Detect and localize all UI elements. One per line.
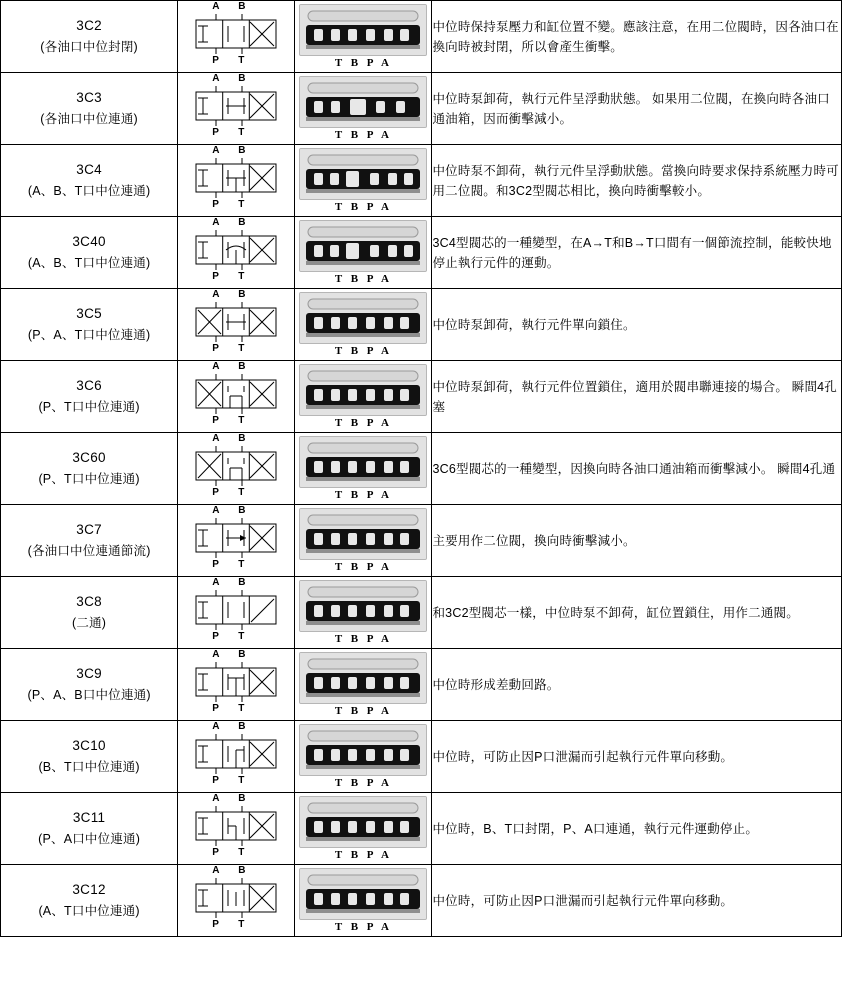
port-label-t: T (238, 919, 246, 930)
port-label-a: A (212, 73, 221, 84)
hydraulic-symbol (194, 1, 278, 67)
row-desc-cell (432, 1, 842, 73)
spool-code-note: (A、B、T口中位連通) (27, 184, 151, 198)
spool-code-note: (各油口中位封閉) (40, 40, 138, 54)
port-label-p: P (212, 415, 220, 426)
spool-description: 中位時泵卸荷，執行元件位置鎖住，適用於閥串聯連接的場合。 瞬間4孔塞 (432, 379, 838, 414)
symbol-graphic (194, 446, 278, 486)
table-row (1, 505, 842, 577)
row-symbol-cell (178, 217, 295, 289)
port-label-t: T (238, 487, 246, 498)
spool-photo (299, 148, 427, 200)
table-row (1, 1, 842, 73)
spool-code-note: (A、T口中位連通) (38, 904, 140, 918)
spool-code: 3C4 (76, 162, 102, 177)
row-spool-cell (295, 721, 432, 793)
row-symbol-cell (178, 577, 295, 649)
symbol-graphic (194, 230, 278, 270)
port-label-p: P (212, 703, 220, 714)
spool-description: 中位時泵卸荷，執行元件呈浮動狀態。 如果用二位閥，在換向時各油口通油箱，因而衝擊減小。 (432, 91, 830, 126)
spool-description: 中位時形成差動回路。 (432, 677, 560, 692)
row-symbol-cell (178, 865, 295, 937)
port-label-a: A (212, 865, 221, 876)
port-label-b: B (238, 577, 247, 588)
port-label-a: A (212, 289, 221, 300)
spool-code: 3C8 (76, 594, 102, 609)
symbol-bottom-labels (194, 919, 278, 931)
port-label-b: B (238, 433, 247, 444)
port-label-b: B (238, 505, 247, 516)
spool-description: 3C6型閥芯的一種變型，因換向時各油口通油箱而衝擊減小。 瞬間4孔通 (432, 461, 836, 476)
hydraulic-symbol (194, 793, 278, 859)
spool-code: 3C5 (76, 306, 102, 321)
hydraulic-symbol (194, 649, 278, 715)
port-label-p: P (212, 55, 220, 66)
spool-code-note: (P、A口中位連通) (38, 832, 141, 846)
symbol-bottom-labels (194, 559, 278, 571)
port-label-t: T (238, 55, 246, 66)
row-desc-cell (432, 721, 842, 793)
port-label-a: A (212, 505, 221, 516)
spool-code: 3C7 (76, 522, 102, 537)
table-row (1, 433, 842, 505)
port-label-b: B (238, 73, 247, 84)
spool-caption: T B P A (334, 57, 392, 69)
symbol-bottom-labels (194, 703, 278, 715)
row-code-cell (1, 1, 178, 73)
symbol-graphic (194, 590, 278, 630)
symbol-top-labels (194, 649, 278, 661)
row-symbol-cell (178, 145, 295, 217)
row-symbol-cell (178, 289, 295, 361)
symbol-bottom-labels (194, 127, 278, 139)
spool-photo (299, 364, 427, 416)
symbol-top-labels (194, 1, 278, 13)
spool-caption: T B P A (334, 345, 392, 357)
symbol-graphic (194, 374, 278, 414)
spool-code: 3C2 (76, 18, 102, 33)
symbol-top-labels (194, 361, 278, 373)
row-code-cell (1, 361, 178, 433)
row-spool-cell (295, 505, 432, 577)
port-label-p: P (212, 919, 220, 930)
symbol-bottom-labels (194, 343, 278, 355)
table-body (1, 1, 842, 937)
table-row (1, 865, 842, 937)
symbol-top-labels (194, 433, 278, 445)
symbol-bottom-labels (194, 415, 278, 427)
port-label-p: P (212, 199, 220, 210)
hydraulic-symbol (194, 217, 278, 283)
symbol-graphic (194, 86, 278, 126)
spool-description: 主要用作二位閥，換向時衝擊減小。 (432, 533, 636, 548)
spool-description: 中位時，B、T口封閉，P、A口連通，執行元件運動停止。 (432, 821, 759, 836)
row-desc-cell (432, 865, 842, 937)
symbol-top-labels (194, 577, 278, 589)
row-symbol-cell (178, 361, 295, 433)
row-spool-cell (295, 1, 432, 73)
spool-caption: T B P A (334, 273, 392, 285)
row-desc-cell (432, 793, 842, 865)
row-symbol-cell (178, 505, 295, 577)
hydraulic-symbol (194, 505, 278, 571)
port-label-t: T (238, 559, 246, 570)
table-row (1, 649, 842, 721)
spool-code: 3C40 (72, 234, 106, 249)
row-spool-cell (295, 145, 432, 217)
spool-photo (299, 436, 427, 488)
row-spool-cell (295, 577, 432, 649)
spool-code: 3C10 (72, 738, 106, 753)
row-desc-cell (432, 289, 842, 361)
symbol-bottom-labels (194, 199, 278, 211)
spool-caption: T B P A (334, 921, 392, 933)
symbol-bottom-labels (194, 271, 278, 283)
spool-description: 中位時，可防止因P口泄漏而引起執行元件單向移動。 (432, 893, 734, 908)
row-desc-cell (432, 649, 842, 721)
table-row (1, 721, 842, 793)
symbol-top-labels (194, 793, 278, 805)
port-label-p: P (212, 127, 220, 138)
spool-code: 3C9 (76, 666, 102, 681)
port-label-t: T (238, 271, 246, 282)
spool-caption: T B P A (334, 417, 392, 429)
spool-code-note: (各油口中位連通節流) (27, 544, 151, 558)
spool-code-note: (P、A、B口中位連通) (27, 688, 151, 702)
port-label-p: P (212, 631, 220, 642)
port-label-t: T (238, 703, 246, 714)
hydraulic-symbol (194, 361, 278, 427)
row-desc-cell (432, 577, 842, 649)
row-desc-cell (432, 145, 842, 217)
port-label-p: P (212, 559, 220, 570)
spool-code-note: (B、T口中位連通) (38, 760, 140, 774)
table-row (1, 361, 842, 433)
row-code-cell (1, 217, 178, 289)
hydraulic-symbol (194, 289, 278, 355)
spool-description: 中位時保持泵壓力和缸位置不變。應該注意，在用二位閥時，因各油口在換向時被封閉，所以會產生衝擊。 (432, 19, 839, 54)
row-code-cell (1, 505, 178, 577)
spool-photo (299, 724, 427, 776)
hydraulic-symbol (194, 721, 278, 787)
spool-code-note: (P、T口中位連通) (38, 400, 140, 414)
symbol-bottom-labels (194, 847, 278, 859)
port-label-t: T (238, 199, 246, 210)
spool-caption: T B P A (334, 561, 392, 573)
port-label-b: B (238, 145, 247, 156)
row-desc-cell (432, 217, 842, 289)
spool-photo (299, 796, 427, 848)
port-label-a: A (212, 217, 221, 228)
spool-caption: T B P A (334, 849, 392, 861)
symbol-bottom-labels (194, 775, 278, 787)
row-code-cell (1, 793, 178, 865)
spool-description: 和3C2型閥芯一樣，中位時泵不卸荷，缸位置鎖住，用作二通閥。 (432, 605, 799, 620)
symbol-graphic (194, 302, 278, 342)
spool-code-note: (二通) (72, 616, 107, 630)
port-label-b: B (238, 865, 247, 876)
port-label-a: A (212, 433, 221, 444)
port-label-p: P (212, 271, 220, 282)
port-label-b: B (238, 721, 247, 732)
symbol-top-labels (194, 505, 278, 517)
symbol-top-labels (194, 865, 278, 877)
port-label-t: T (238, 631, 246, 642)
spool-code: 3C6 (76, 378, 102, 393)
table-row (1, 73, 842, 145)
port-label-a: A (212, 649, 221, 660)
port-label-p: P (212, 775, 220, 786)
row-code-cell (1, 649, 178, 721)
row-desc-cell (432, 505, 842, 577)
symbol-bottom-labels (194, 631, 278, 643)
spool-caption: T B P A (334, 777, 392, 789)
row-spool-cell (295, 649, 432, 721)
hydraulic-symbol (194, 145, 278, 211)
row-code-cell (1, 577, 178, 649)
table-row (1, 793, 842, 865)
row-symbol-cell (178, 1, 295, 73)
spool-code: 3C60 (72, 450, 106, 465)
row-code-cell (1, 865, 178, 937)
port-label-b: B (238, 649, 247, 660)
spool-caption: T B P A (334, 201, 392, 213)
table-row (1, 577, 842, 649)
symbol-graphic (194, 518, 278, 558)
spool-photo (299, 508, 427, 560)
port-label-a: A (212, 721, 221, 732)
spool-caption: T B P A (334, 705, 392, 717)
row-code-cell (1, 289, 178, 361)
spool-photo (299, 292, 427, 344)
symbol-top-labels (194, 145, 278, 157)
spool-photo (299, 580, 427, 632)
row-symbol-cell (178, 793, 295, 865)
port-label-a: A (212, 577, 221, 588)
port-label-a: A (212, 361, 221, 372)
symbol-top-labels (194, 217, 278, 229)
spool-code: 3C11 (72, 810, 106, 825)
port-label-p: P (212, 847, 220, 858)
spool-caption: T B P A (334, 489, 392, 501)
symbol-graphic (194, 158, 278, 198)
spool-code-note: (P、A、T口中位連通) (27, 328, 151, 342)
row-code-cell (1, 145, 178, 217)
port-label-a: A (212, 793, 221, 804)
symbol-bottom-labels (194, 487, 278, 499)
spool-caption: T B P A (334, 633, 392, 645)
spool-code-note: (A、B、T口中位連通) (27, 256, 151, 270)
row-code-cell (1, 721, 178, 793)
symbol-graphic (194, 14, 278, 54)
row-desc-cell (432, 433, 842, 505)
port-label-a: A (212, 1, 221, 12)
symbol-bottom-labels (194, 55, 278, 67)
spool-photo (299, 76, 427, 128)
hydraulic-symbol (194, 577, 278, 643)
spool-code: 3C3 (76, 90, 102, 105)
row-spool-cell (295, 433, 432, 505)
symbol-graphic (194, 878, 278, 918)
hydraulic-symbol (194, 73, 278, 139)
row-symbol-cell (178, 649, 295, 721)
port-label-b: B (238, 361, 247, 372)
port-label-a: A (212, 145, 221, 156)
symbol-top-labels (194, 73, 278, 85)
port-label-p: P (212, 343, 220, 354)
symbol-top-labels (194, 721, 278, 733)
row-symbol-cell (178, 721, 295, 793)
row-spool-cell (295, 865, 432, 937)
symbol-top-labels (194, 289, 278, 301)
spool-code: 3C12 (72, 882, 106, 897)
spool-photo (299, 220, 427, 272)
port-label-t: T (238, 775, 246, 786)
port-label-t: T (238, 343, 246, 354)
symbol-graphic (194, 662, 278, 702)
table-row (1, 289, 842, 361)
port-label-p: P (212, 487, 220, 498)
symbol-graphic (194, 806, 278, 846)
port-label-b: B (238, 289, 247, 300)
spool-caption: T B P A (334, 129, 392, 141)
spool-code-note: (P、T口中位連通) (38, 472, 140, 486)
row-spool-cell (295, 793, 432, 865)
row-spool-cell (295, 73, 432, 145)
port-label-b: B (238, 1, 247, 12)
row-symbol-cell (178, 73, 295, 145)
spool-description: 中位時，可防止因P口泄漏而引起執行元件單向移動。 (432, 749, 734, 764)
port-label-b: B (238, 217, 247, 228)
spool-photo (299, 4, 427, 56)
hydraulic-symbol (194, 433, 278, 499)
row-spool-cell (295, 217, 432, 289)
row-desc-cell (432, 361, 842, 433)
spool-description: 中位時泵不卸荷，執行元件呈浮動狀態。當換向時要求保持系統壓力時可用二位閥。和3C2型閥芯相比，換向時衝擊較小。 (432, 163, 839, 198)
symbol-graphic (194, 734, 278, 774)
table-row (1, 145, 842, 217)
row-desc-cell (432, 73, 842, 145)
port-label-b: B (238, 793, 247, 804)
port-label-t: T (238, 847, 246, 858)
hydraulic-symbol (194, 865, 278, 931)
spool-photo (299, 652, 427, 704)
spool-code-note: (各油口中位連通) (40, 112, 138, 126)
port-label-t: T (238, 415, 246, 426)
spool-description: 3C4型閥芯的一種變型，在A→T和B→T口間有一個節流控制，能較快地停止執行元件的運動。 (432, 235, 832, 270)
spool-description: 中位時泵卸荷，執行元件單向鎖住。 (432, 317, 636, 332)
spool-photo (299, 868, 427, 920)
row-symbol-cell (178, 433, 295, 505)
port-label-t: T (238, 127, 246, 138)
row-spool-cell (295, 289, 432, 361)
row-spool-cell (295, 361, 432, 433)
row-code-cell (1, 73, 178, 145)
table-row (1, 217, 842, 289)
row-code-cell (1, 433, 178, 505)
